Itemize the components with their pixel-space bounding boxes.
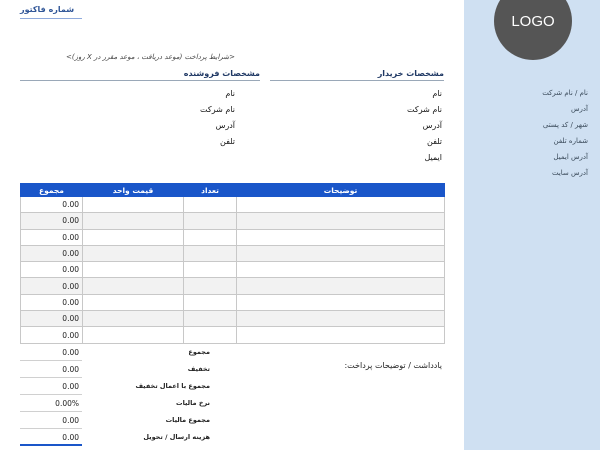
- items-table-container: [20, 183, 444, 344]
- row-quantity[interactable]: [184, 278, 237, 294]
- invoice-number-label[interactable]: شماره فاکتور: [20, 5, 82, 19]
- seller-name[interactable]: نام: [225, 89, 235, 98]
- buyer-email[interactable]: ایمیل: [424, 153, 442, 162]
- table-row: [21, 327, 445, 343]
- sidebar-company-name: نام / نام شرکت: [542, 89, 588, 97]
- table-row: [21, 213, 445, 229]
- tax-rate-value[interactable]: 0.00%: [20, 395, 82, 412]
- row-total[interactable]: 0.00: [21, 327, 83, 343]
- sidebar-city-zip: شهر / کد پستی: [542, 121, 588, 129]
- row-description[interactable]: [237, 245, 445, 261]
- sidebar-address: آدرس: [571, 105, 588, 113]
- table-row: [21, 229, 445, 245]
- row-description[interactable]: [237, 229, 445, 245]
- row-total[interactable]: 0.00: [21, 294, 83, 310]
- row-unit-price[interactable]: [83, 229, 184, 245]
- row-unit-price[interactable]: [83, 294, 184, 310]
- row-quantity[interactable]: [184, 245, 237, 261]
- sidebar-phone: شماره تلفن: [553, 137, 588, 145]
- discounted-total-value: 0.00: [20, 378, 82, 395]
- company-logo: LOGO: [494, 0, 572, 60]
- tax-total-value: 0.00: [20, 412, 82, 429]
- items-table-header: [21, 184, 445, 197]
- discounted-total-row: [20, 378, 210, 395]
- row-unit-price[interactable]: [83, 311, 184, 327]
- seller-heading: مشخصات فروشنده: [20, 69, 260, 81]
- row-quantity[interactable]: [184, 327, 237, 343]
- row-quantity[interactable]: [184, 213, 237, 229]
- subtotal-label: مجموع: [188, 348, 210, 356]
- seller-address[interactable]: آدرس: [215, 121, 235, 130]
- row-unit-price[interactable]: [83, 197, 184, 213]
- table-row: [21, 278, 445, 294]
- table-row: [21, 245, 445, 261]
- subtotal-row: [20, 344, 210, 361]
- row-total[interactable]: 0.00: [21, 262, 83, 278]
- row-total[interactable]: 0.00: [21, 245, 83, 261]
- payment-notes-label[interactable]: یادداشت / توضیحات پرداخت:: [344, 361, 442, 370]
- row-description[interactable]: [237, 278, 445, 294]
- shipping-label: هزینه ارسال / تحویل: [143, 433, 210, 441]
- buyer-phone[interactable]: تلفن: [426, 137, 442, 146]
- header-quantity: تعداد: [184, 184, 237, 197]
- row-unit-price[interactable]: [83, 262, 184, 278]
- row-total[interactable]: 0.00: [21, 278, 83, 294]
- tax-rate-label: نرخ مالیات: [176, 399, 210, 407]
- header-unit-price: قیمت واحد: [83, 184, 184, 197]
- discounted-total-label: مجموع با اعمال تخفیف: [135, 382, 210, 390]
- subtotal-value: 0.00: [20, 344, 82, 361]
- row-quantity[interactable]: [184, 262, 237, 278]
- row-unit-price[interactable]: [83, 245, 184, 261]
- row-description[interactable]: [237, 197, 445, 213]
- items-table: [20, 183, 445, 344]
- table-row: [21, 197, 445, 213]
- row-total[interactable]: 0.00: [21, 197, 83, 213]
- header-total: مجموع: [21, 184, 83, 197]
- row-description[interactable]: [237, 294, 445, 310]
- row-quantity[interactable]: [184, 197, 237, 213]
- row-description[interactable]: [237, 311, 445, 327]
- row-total[interactable]: 0.00: [21, 311, 83, 327]
- row-quantity[interactable]: [184, 229, 237, 245]
- header-description: توضیحات: [237, 184, 445, 197]
- buyer-name[interactable]: نام: [432, 89, 442, 98]
- row-unit-price[interactable]: [83, 213, 184, 229]
- table-row: [21, 262, 445, 278]
- table-row: [21, 311, 445, 327]
- discount-value[interactable]: 0.00: [20, 361, 82, 378]
- row-quantity[interactable]: [184, 294, 237, 310]
- buyer-heading: مشخصات خریدار: [270, 69, 444, 81]
- payment-terms[interactable]: <شرایط پرداخت (موعد دریافت ، موعد مقرر در X روز)>: [65, 53, 235, 61]
- row-unit-price[interactable]: [83, 327, 184, 343]
- shipping-value[interactable]: 0.00: [20, 429, 82, 446]
- buyer-address[interactable]: آدرس: [422, 121, 442, 130]
- table-row: [21, 294, 445, 310]
- discount-label: تخفیف: [187, 365, 210, 373]
- row-total[interactable]: 0.00: [21, 229, 83, 245]
- row-description[interactable]: [237, 213, 445, 229]
- row-unit-price[interactable]: [83, 278, 184, 294]
- row-description[interactable]: [237, 327, 445, 343]
- discount-row: [20, 361, 210, 378]
- tax-total-label: مجموع مالیات: [165, 416, 210, 424]
- company-sidebar: [464, 0, 600, 450]
- row-quantity[interactable]: [184, 311, 237, 327]
- tax-total-row: [20, 412, 210, 429]
- sidebar-email: آدرس ایمیل: [553, 153, 588, 161]
- seller-company[interactable]: نام شرکت: [200, 105, 235, 114]
- row-description[interactable]: [237, 262, 445, 278]
- seller-phone[interactable]: تلفن: [219, 137, 235, 146]
- tax-rate-row: [20, 395, 210, 412]
- sidebar-website: آدرس سایت: [551, 169, 588, 177]
- shipping-row: [20, 429, 210, 446]
- buyer-company[interactable]: نام شرکت: [407, 105, 442, 114]
- row-total[interactable]: 0.00: [21, 213, 83, 229]
